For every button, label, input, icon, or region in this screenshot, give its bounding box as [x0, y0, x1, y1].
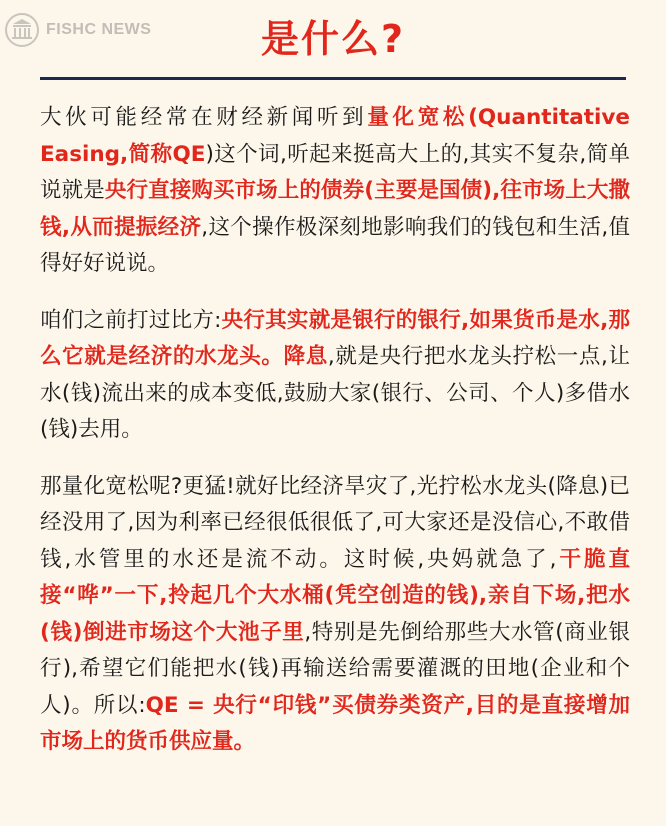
paragraph [40, 469, 630, 761]
logo-text: FISHC NEWS [46, 21, 152, 38]
text-segment: )这个词,听起来挺高大上的,其实不复杂,简单说就是 [40, 141, 630, 203]
page-title: 是什么? [260, 17, 406, 61]
highlight-segment: 央行其实就是银行的银行,如果货币是水,那么它就是经济的水龙头。 [40, 307, 631, 369]
highlight-segment: 央行直接购买市场上的债券(主要是国债),往市场上大撒钱,从而提振经济 [40, 178, 630, 240]
highlight-segment: 量化宽松(Quantitative Easing,简称QE [40, 105, 630, 167]
highlight-segment: 降息 [283, 344, 328, 369]
title-divider [40, 77, 626, 80]
text-segment: ,特别是先倒给那些大水管(商业银行),希望它们能把水(钱)再输送给需要灌溉的田地(企业和个人)。所以: [40, 619, 631, 718]
text-segment: 那量化宽松呢?更猛!就好比经济旱灾了,光拧松水龙头(降息)已经没用了,因为利率已经很低很低了,可大家还是没信心,不敢借钱,水管里的水还是流不动。这时候,央妈就急了, [40, 473, 630, 572]
article-body [40, 100, 630, 781]
text-segment: 大伙可能经常在财经新闻听到 [40, 105, 368, 130]
highlight-segment: QE = 央行“印钱”买债券类资产,目的是直接增加市场上的货币供应量。 [40, 692, 630, 754]
paragraph [40, 303, 630, 449]
text-segment: 咱们之前打过比方: [40, 307, 222, 333]
text-segment: ,这个操作极深刻地影响我们的钱包和生活,值得好好说说。 [40, 214, 631, 276]
text-segment: ,就是央行把水龙头拧松一点,让水(钱)流出来的成本变低,鼓励大家(银行、公司、个人)多借水(钱)去用。 [40, 344, 630, 442]
paragraph [40, 100, 630, 283]
highlight-segment: 干脆直接“哗”一下,拎起几个大水桶(凭空创造的钱),亲自下场,把水(钱)倒进市场这个大池子里 [40, 546, 630, 645]
